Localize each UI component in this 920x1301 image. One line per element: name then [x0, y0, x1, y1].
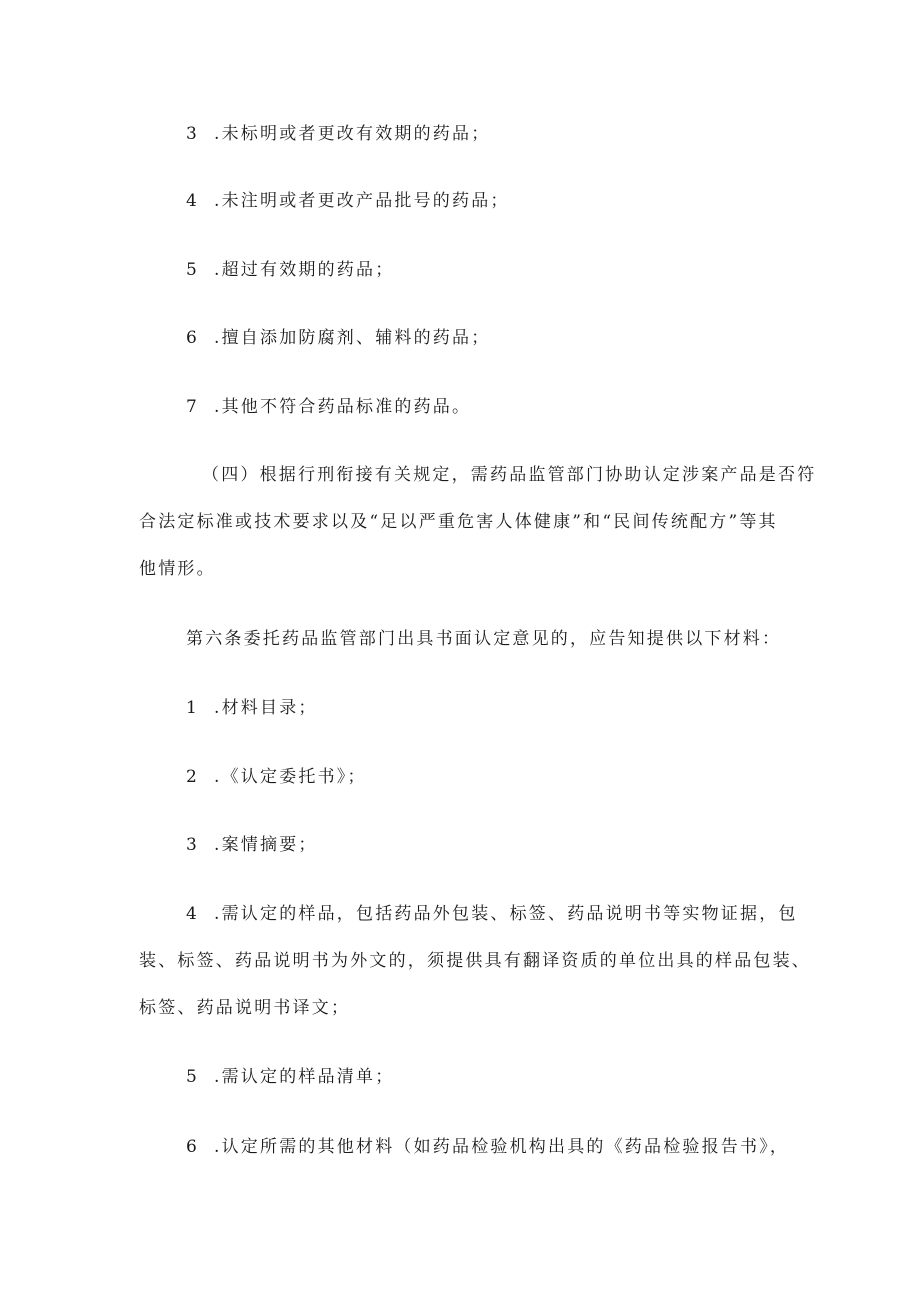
paragraph-line: 装、标签、药品说明书为外文的，须提供具有翻译资质的单位出具的样品包装、 — [139, 951, 811, 971]
item-text: .其他不符合药品标准的药品。 — [214, 397, 472, 417]
item-text: .认定所需的其他材料（如药品检验机构出具的《药品检验报告书》， — [214, 1137, 790, 1157]
list-item — [186, 766, 367, 788]
list-item — [186, 903, 798, 925]
item-number: 4 — [186, 904, 200, 924]
item-number: 6 — [186, 328, 200, 348]
item-text: .擅自添加防腐剂、辅料的药品； — [214, 328, 491, 348]
list-item — [186, 1066, 394, 1088]
article-heading: 第六条委托药品监管部门出具书面认定意见的，应告知提供以下材料： — [186, 629, 782, 649]
list-item — [186, 697, 318, 719]
list-item — [186, 123, 490, 145]
item-text: .需认定的样品，包括药品外包装、标签、药品说明书等实物证据，包 — [214, 904, 798, 924]
item-text: .未标明或者更改有效期的药品； — [214, 124, 491, 144]
item-number: 2 — [186, 767, 200, 787]
list-item — [186, 1136, 789, 1158]
item-text: .未注明或者更改产品批号的药品； — [214, 191, 510, 211]
list-item — [186, 396, 471, 418]
item-number: 5 — [186, 260, 200, 280]
item-number: 3 — [186, 835, 200, 855]
item-text: .案情摘要； — [214, 835, 318, 855]
item-text: .《认定委托书》； — [214, 767, 367, 787]
item-number: 7 — [186, 397, 200, 417]
list-item — [186, 259, 394, 281]
item-text: .需认定的样品清单； — [214, 1067, 395, 1087]
item-text: .超过有效期的药品； — [214, 260, 395, 280]
paragraph-line: 标签、药品说明书译文； — [139, 998, 351, 1018]
item-number: 4 — [186, 191, 200, 211]
item-number: 5 — [186, 1067, 200, 1087]
item-text: .材料目录； — [214, 698, 318, 718]
item-number: 3 — [186, 124, 200, 144]
item-number: 1 — [186, 698, 200, 718]
list-item — [186, 834, 318, 856]
list-item — [186, 327, 490, 349]
paragraph-line: 他情形。 — [139, 559, 216, 579]
paragraph-line: 合法定标准或技术要求以及“足以严重危害人体健康”和“民间传统配方”等其 — [139, 512, 778, 532]
paragraph-line: （四）根据行刑衔接有关规定，需药品监管部门协助认定涉案产品是否符 — [202, 465, 817, 485]
item-number: 6 — [186, 1137, 200, 1157]
list-item — [186, 190, 510, 212]
